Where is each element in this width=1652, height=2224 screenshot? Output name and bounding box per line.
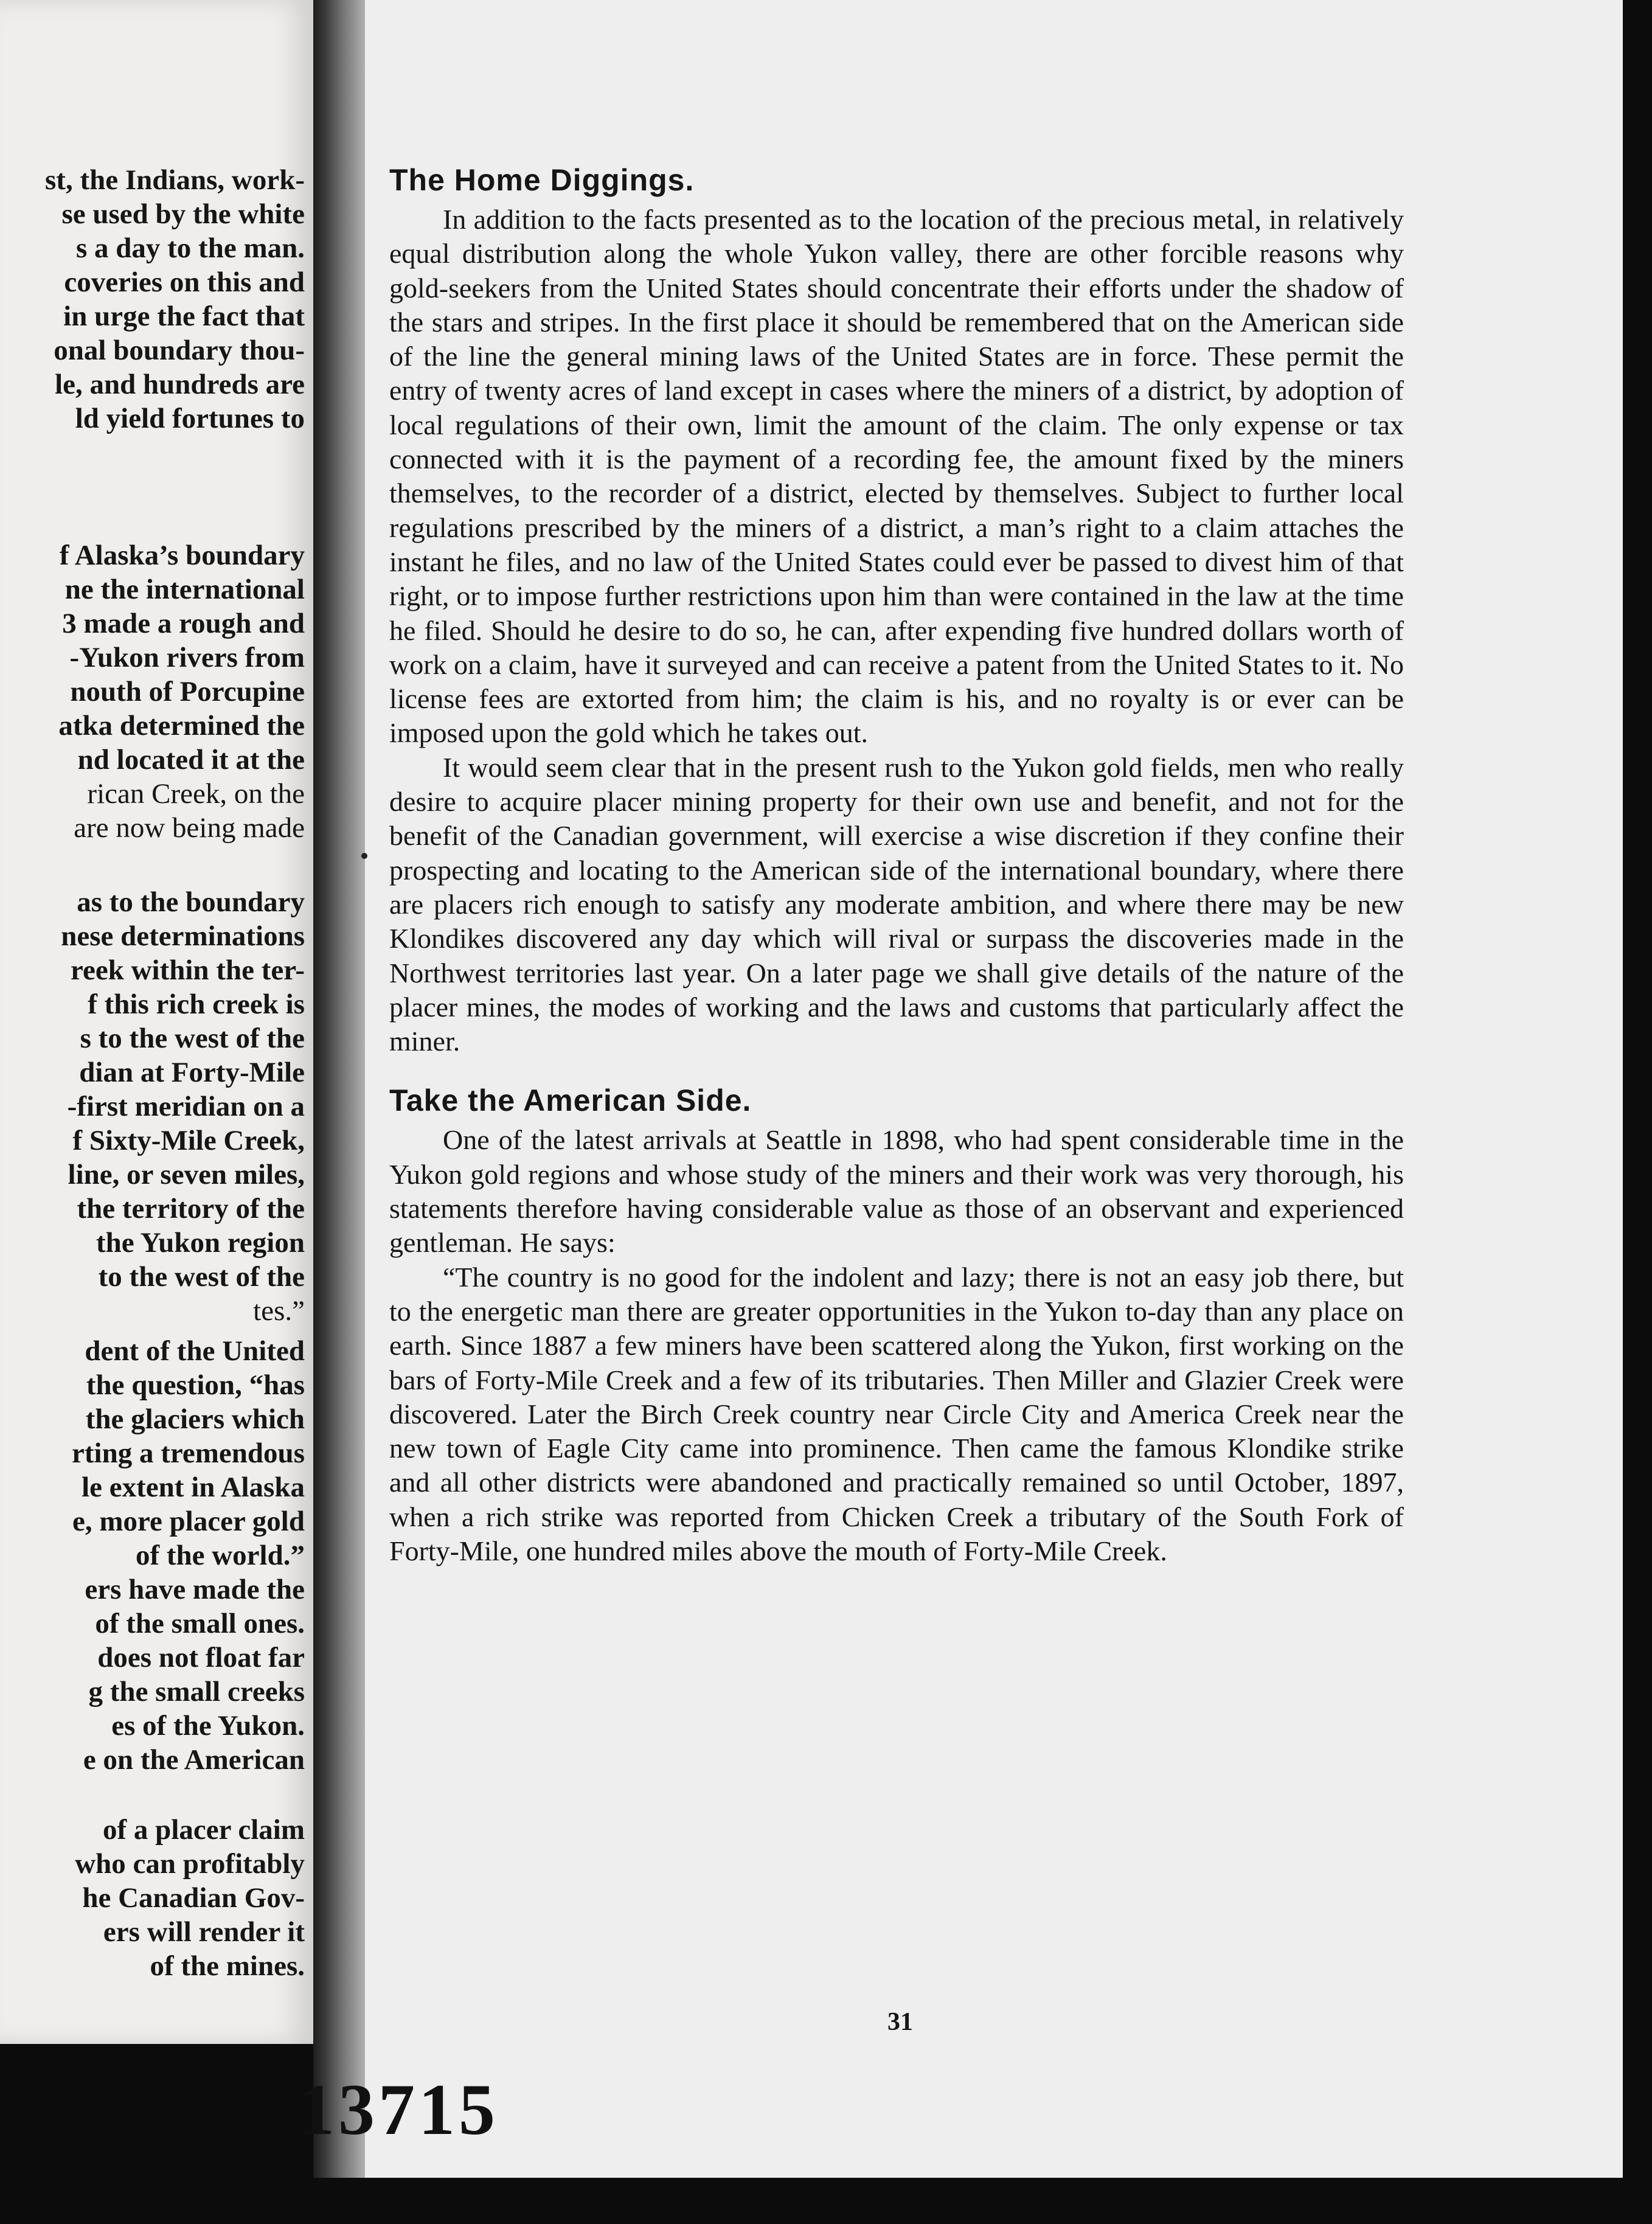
left-column-line: -Yukon rivers from [69,642,305,673]
left-column-line: s to the west of the [80,1023,305,1054]
archive-stamp-number: 13715 [298,2069,499,2150]
paragraph: One of the latest arrivals at Seattle in 1898, who had spent considerable time in the Yukon gold regions and whose study of the miners and their work was very thorough, his statements therefore having considerable value as those of an observant and experienced gentleman. He says: [389,1124,1404,1259]
left-column-line: ld yield fortunes to [75,403,305,434]
main-content [389,161,1404,1568]
left-column-line: rican Creek, on the [87,778,305,810]
left-column-line: of the small ones. [95,1608,305,1639]
left-column-line: tes.” [253,1295,305,1327]
left-column-line: e on the American [83,1744,305,1776]
left-column-line: rting a tremendous [72,1437,305,1469]
left-column-line: le, and hundreds are [55,369,305,400]
left-column-line: the glaciers which [85,1403,305,1435]
left-column-line: the Yukon region [95,1227,305,1259]
margin-dot [361,853,367,859]
left-column-line: dian at Forty-Mile [79,1057,305,1088]
left-column-line: line, or seven miles, [68,1159,305,1190]
left-column-line: of the mines. [150,1950,305,1982]
page-number: 31 [887,2008,913,2036]
left-column-line: f Sixty-Mile Creek, [72,1125,305,1156]
left-column-line: se used by the white [61,198,305,230]
section-body-home-diggings [389,199,1404,1058]
left-column-line: e, more placer gold [72,1506,305,1537]
left-column-line: reek within the ter- [70,954,305,986]
section-heading-home-diggings: The Home Diggings. [389,163,695,197]
paragraph: It would seem clear that in the present rush to the Yukon gold fields, men who really desire to acquire placer mining property for their own use and benefit, and not for the benefit of the Canadian government, will exercise a wise discretion if they confine their prospecting and locating to the American side of the international boundary, where there are placers rich enough to satisfy any moderate ambition, and where there may be new Klondikes discovered any day which will rival or surpass the discoveries made in the Northwest territories last year. On a later page we shall give details of the nature of the placer mines, the modes of working and the laws and customs that particularly affect the miner. [389,751,1404,1057]
left-column-line: who can profitably [75,1848,305,1880]
left-column-line: s a day to the man. [75,232,305,264]
paragraph: “The country is no good for the indolent and lazy; there is not an easy job there, but to the energetic man there are greater opportunities in the Yukon to-day than any place on earth. Since 1887 a few miners have been scattered along the Yukon, first working on the bars of Forty-Mile Creek and a few of its tributaries. Then Miller and Glazier Creek were discovered. Later the Birch Creek country near Circle City and America Creek near the new town of Eagle City came into prominence. Then came the famous Klondike strike and all other districts were abandoned and practically remained so until October, 1897, when a rich strike was reported from Chicken Creek a tributary of the South Fork of Forty-Mile, one hundred miles above the mouth of Forty-Mile Creek. [389,1261,1404,1566]
left-column-line: g the small creeks [88,1676,305,1708]
left-column-line: of the world.” [135,1540,305,1571]
left-column-line: f this rich creek is [88,989,305,1020]
left-column-line: f Alaska’s boundary [59,540,305,571]
page-edge [1623,0,1652,2224]
left-page [0,0,313,2044]
left-column-line: the question, “has [86,1369,305,1401]
left-column-line: dent of the United [85,1335,305,1367]
left-column-line: ne the international [64,574,305,605]
left-column-line: does not float far [97,1642,305,1673]
left-column-line: atka determined the [58,710,305,742]
left-column-line: nd located it at the [77,744,305,776]
left-column-line: nese determinations [61,920,305,952]
section-body-american-side [389,1119,1404,1568]
left-column-line: are now being made [74,812,305,844]
left-column-line: to the west of the [98,1261,305,1293]
left-column-line: -first meridian on a [67,1091,305,1122]
left-column-line: le extent in Alaska [82,1472,305,1503]
left-column-line: st, the Indians, work- [45,164,305,196]
left-column-line: nouth of Porcupine [70,676,305,707]
section-heading-american-side: Take the American Side. [389,1083,752,1118]
left-column-line: as to the boundary [77,886,305,918]
left-column-line: onal boundary thou- [54,335,305,366]
left-column-line: of a placer claim [103,1814,305,1846]
left-column-line: ers have made the [85,1574,305,1605]
left-column-line: ers will render it [103,1916,305,1948]
left-column-line: in urge the fact that [63,301,305,332]
left-column-line: he Canadian Gov- [82,1882,305,1914]
left-column-line: es of the Yukon. [111,1710,305,1742]
left-column-line: 3 made a rough and [62,608,305,639]
left-column-line: the territory of the [77,1193,305,1225]
paragraph: In addition to the facts presented as to the location of the precious metal, in relatively equal distribution along the whole Yukon valley, there are other forcible reasons why gold-seekers from the United States should concentrate their efforts under the shadow of the stars and stripes. In the first place it should be remembered that on the American side of the line the general mining laws of the United States are in force. These permit the entry of twenty acres of land except in cases where the miners of a district, by adoption of local regulations of their own, limit the amount of the claim. The only expense or tax connected with it is the payment of a recording fee, the amount fixed by the miners themselves, to the recorder of a district, elected by themselves. Subject to further local regulations prescribed by the miners of a district, a man’s right to a claim attaches the instant he files, and no law of the United States could ever be passed to divest him of that right, or to impose further restrictions upon him than were contained in the law at the time he filed. Should he desire to do so, he can, after expending five hundred dollars worth of work on a claim, have it surveyed and can receive a patent from the United States to it. No license fees are extorted from him; the claim is his, and no royalty is or ever can be imposed upon the gold which he takes out. [389,204,1404,749]
bottom-margin [0,2178,1652,2224]
left-column-line: coveries on this and [64,266,305,298]
